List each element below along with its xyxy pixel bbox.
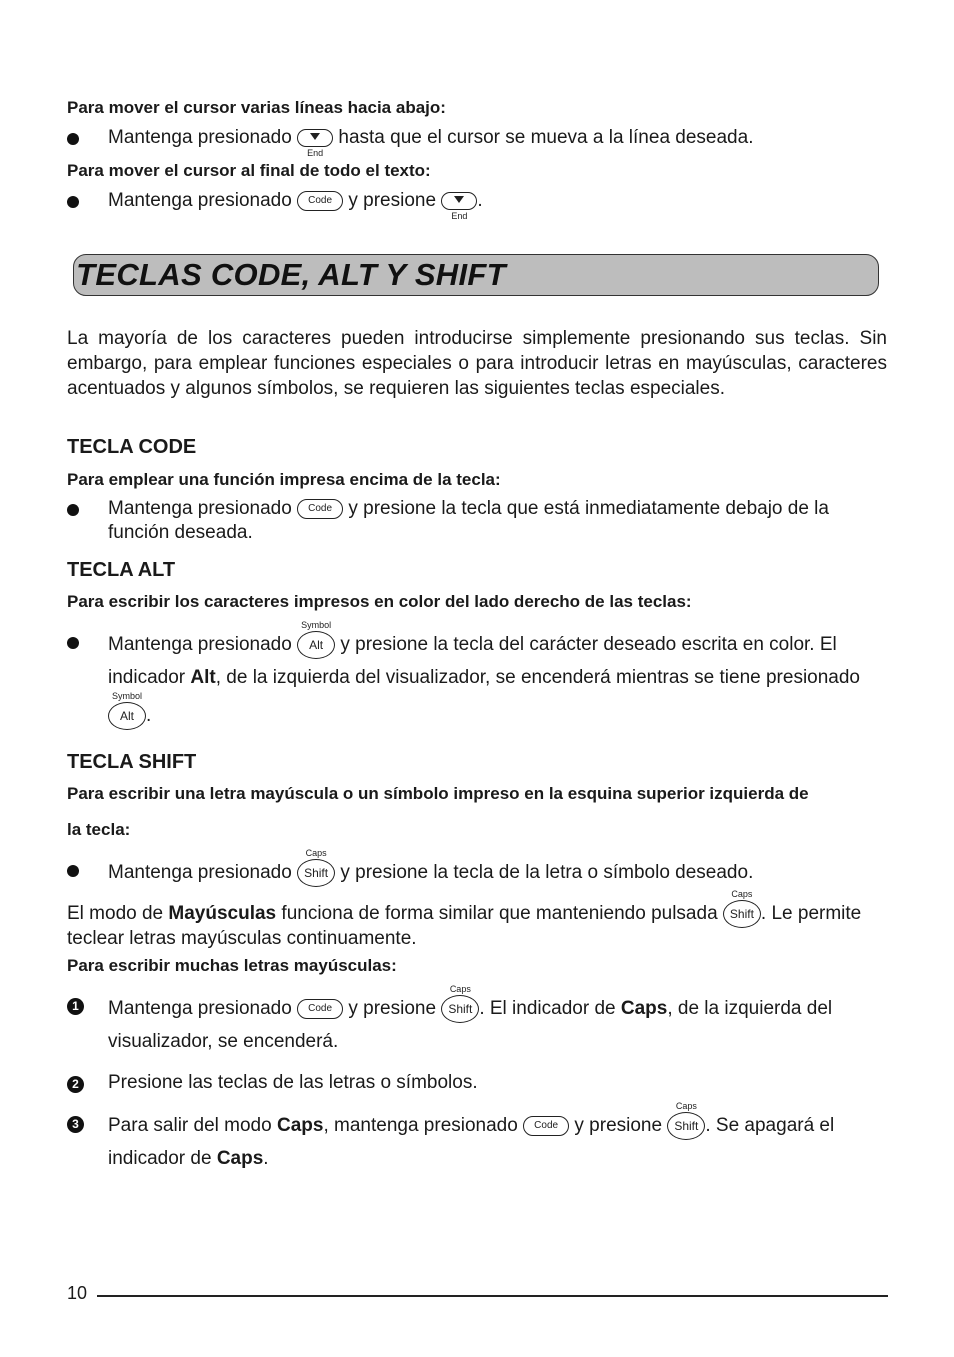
banner-title: TECLAS CODE, ALT Y SHIFT [76,257,506,292]
text: . Se apagará el [705,1115,835,1137]
key-sublabel: Caps [731,889,753,899]
step-3-text [108,1101,835,1140]
bullet [67,504,79,516]
text: , de la izquierda del [667,998,833,1020]
text: . [146,705,152,727]
alt-key-icon [108,691,146,730]
code-key-icon: Code [523,1116,569,1136]
text: Mantenga presionado [108,190,292,211]
step-number: 2 [67,1076,84,1093]
code-key-icon: Code [297,499,343,519]
text: Mantenga presionado [108,498,292,519]
bullet [67,637,79,649]
text: hasta que el cursor se mueva a la línea deseada. [338,127,754,148]
alt-key-icon [297,620,335,659]
page-number: 10 [67,1283,88,1303]
caps-indicator-label: Caps [620,998,668,1020]
text: indicador [108,667,186,688]
key-sublabel: Symbol [301,620,332,630]
text: y presione [348,998,437,1020]
key-sublabel: End [307,147,324,158]
text: Mantenga presionado [108,634,292,656]
bullet-text-move-down [108,127,754,158]
shift-key-icon [723,889,761,928]
subheading-move-end: Para mover el cursor al final de todo el texto: [67,161,431,180]
key-label: Shift [674,1119,699,1133]
bullet-text-alt [108,620,837,659]
text: , mantenga presionado [323,1115,518,1137]
caps-indicator-label: Caps [216,1148,264,1169]
text: El modo de [67,903,164,925]
bullet [67,865,79,877]
key-sublabel: Caps [305,848,327,858]
key-label: Shift [448,1002,473,1016]
step-1-text-cont: visualizador, se encenderá. [108,1031,339,1052]
key-label: Alt [119,709,134,723]
heading-alt: TECLA ALT [67,559,176,581]
code-key-icon: Code [297,191,343,211]
text: Para salir del modo [108,1115,272,1137]
subheading-shift-2: la tecla: [67,820,131,839]
step-3-text-cont [108,1148,269,1170]
end-key-icon [441,192,477,221]
code-key-icon: Code [297,999,343,1019]
shift-paragraph [67,889,862,928]
key-label: Alt [309,638,324,652]
step-2-text: Presione las teclas de las letras o símbolos. [108,1072,478,1093]
step-1-text [108,984,833,1023]
bullet-text-alt-cont [108,667,860,689]
text: y presione [348,190,437,211]
shift-key-icon [297,848,335,887]
key-label: Shift [729,907,754,921]
subheading-alt: Para escribir los caracteres impresos en color del lado derecho de las teclas: [67,592,692,611]
end-key-icon [297,129,333,158]
text: . El indicador de [479,998,616,1020]
step-number: 1 [67,998,84,1015]
bullet-text-code [108,498,829,520]
alt-indicator-label: Alt [190,667,216,688]
heading-code: TECLA CODE [67,436,197,458]
text: Mantenga presionado [108,862,292,884]
shift-key-icon [441,984,479,1023]
subheading-code: Para emplear una función impresa encima de la tecla: [67,470,501,489]
text: funciona de forma similar que manteniendo pulsada [281,903,718,925]
bullet [67,133,79,145]
text: y presione la tecla que está inmediatamente debajo de la [348,498,829,519]
text: y presione [574,1115,663,1137]
bullet-text-alt-end [108,691,152,730]
text: y presione la tecla del carácter deseado escrita en color. El [340,634,837,656]
bullet-text-shift [108,848,754,887]
bullet [67,196,79,208]
key-sublabel: Caps [675,1101,697,1111]
text: indicador de [108,1148,212,1169]
text: , de la izquierda del visualizador, se encenderá mientras se tiene presionado [215,667,861,688]
text: . [477,190,483,211]
caps-mode-label: Caps [276,1115,324,1137]
key-label: Shift [304,866,329,880]
subheading-caps: Para escribir muchas letras mayúsculas: [67,956,397,975]
bullet-text-code-cont: función deseada. [108,522,253,543]
shift-paragraph-cont: teclear letras mayúsculas continuamente. [67,928,417,949]
text: Mantenga presionado [108,127,292,148]
key-sublabel: Caps [449,984,471,994]
text: Mantenga presionado [108,998,292,1020]
shift-key-icon [667,1101,705,1140]
intro-paragraph: La mayoría de los caracteres pueden introducirse simplemente presionando sus teclas. Sin embargo, para emplear funciones especiales o para introducir letras en mayúsculas, caracteres acentuados y algunos símbolos, se requieren las siguientes teclas especiales. [67,328,887,399]
text-bold: Mayúsculas [168,903,277,925]
subheading-move-down: Para mover el cursor varias líneas hacia abajo: [67,98,446,117]
text: y presione la tecla de la letra o símbolo deseado. [340,862,754,884]
text: . [263,1148,269,1169]
section-banner [73,254,879,296]
key-sublabel: Symbol [111,691,142,701]
subheading-shift-1: Para escribir una letra mayúscula o un símbolo impreso en la esquina superior izquierda de [67,784,809,803]
key-sublabel: End [451,210,468,221]
footer-rule [97,1295,888,1297]
heading-shift: TECLA SHIFT [67,751,197,773]
text: . Le permite [760,903,862,925]
bullet-text-move-end [108,190,483,221]
step-number: 3 [67,1116,84,1133]
